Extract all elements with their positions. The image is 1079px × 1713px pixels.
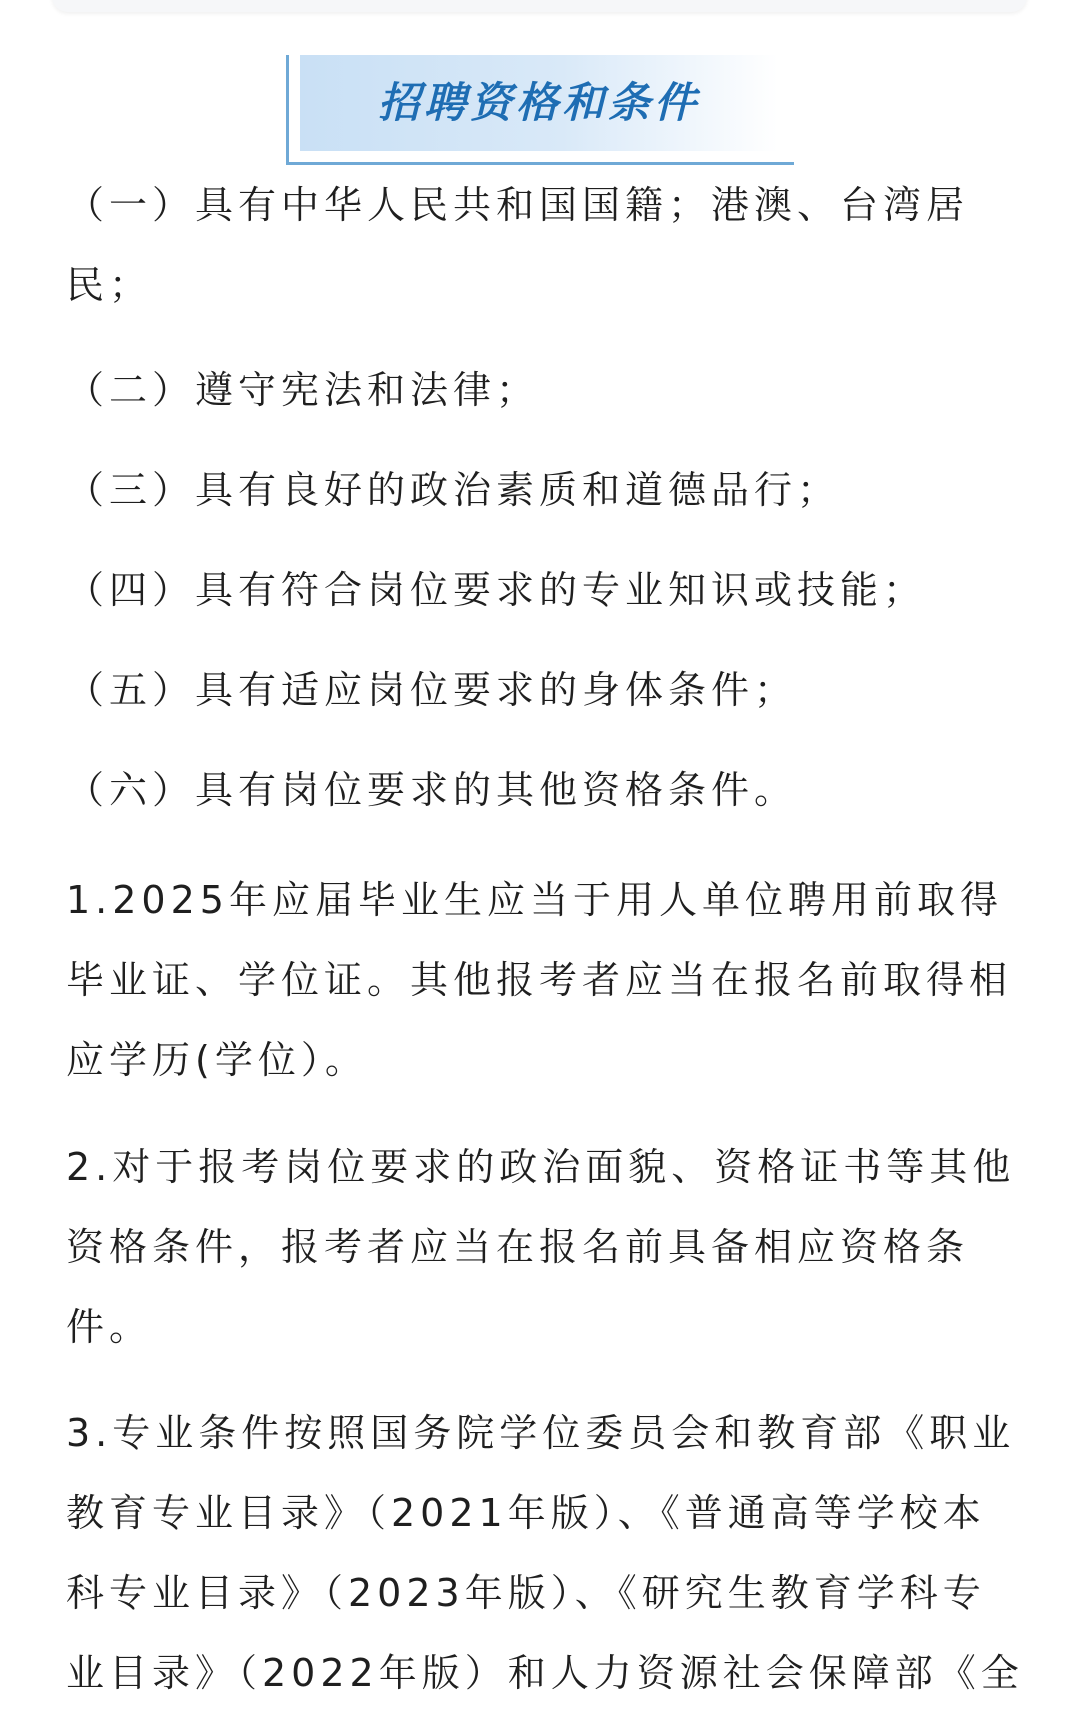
- text-line-13: 件。: [66, 1305, 153, 1349]
- text-line-8: 1.2025年应届毕业生应当于用人单位聘用前取得: [66, 878, 1003, 922]
- text-line-11: 2.对于报考岗位要求的政治面貌、资格证书等其他: [66, 1145, 1016, 1189]
- text-line-10: 应学历(学位）。: [66, 1038, 368, 1082]
- text-line-15: 教育专业目录》（2021年版）、《普通高等学校本: [66, 1491, 986, 1535]
- text-line-2: 民；: [66, 263, 153, 307]
- text-line-7: （六）具有岗位要求的其他资格条件。: [66, 768, 798, 812]
- section-title: 招聘资格和条件: [377, 78, 700, 127]
- text-line-6: （五）具有适应岗位要求的身体条件；: [66, 668, 798, 712]
- previous-card-edge: [52, 0, 1027, 12]
- text-line-1: （一）具有中华人民共和国国籍；港澳、台湾居: [66, 183, 970, 227]
- text-line-4: （三）具有良好的政治素质和道德品行；: [66, 468, 841, 512]
- text-line-3: （二）遵守宪法和法律；: [66, 368, 540, 412]
- section-title-banner: [286, 55, 794, 165]
- text-line-12: 资格条件，报考者应当在报名前具备相应资格条: [66, 1225, 970, 1269]
- text-line-17: 业目录》（2022年版）和人力资源社会保障部《全: [66, 1651, 1024, 1695]
- text-line-16: 科专业目录》（2023年版）、《研究生教育学科专: [66, 1571, 986, 1615]
- title-banner-left-border: [286, 55, 289, 165]
- text-line-9: 毕业证、学位证。其他报考者应当在报名前取得相: [66, 958, 1013, 1002]
- text-line-5: （四）具有符合岗位要求的专业知识或技能；: [66, 568, 927, 612]
- text-line-14: 3.专业条件按照国务院学位委员会和教育部《职业: [66, 1411, 1016, 1455]
